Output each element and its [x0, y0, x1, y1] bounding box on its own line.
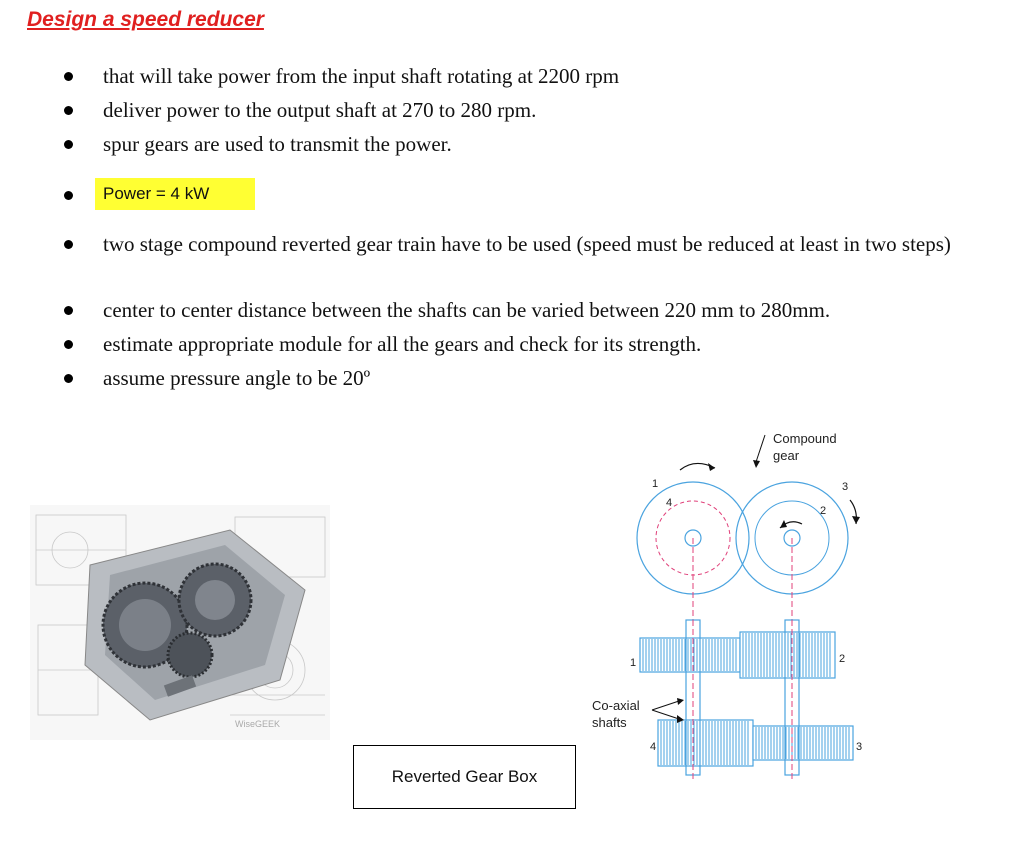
bullet-icon [64, 240, 73, 249]
page-title: Design a speed reducer [27, 8, 264, 31]
bullet-icon [64, 191, 73, 200]
gear-number: 3 [842, 481, 849, 493]
bullet-icon [64, 374, 73, 383]
gear-number: 1 [630, 657, 637, 669]
gear-number: 2 [839, 653, 846, 665]
caption-text: Reverted Gear Box [391, 767, 538, 786]
requirement-text: deliver power to the output shaft at 270 to 280 rpm. [103, 98, 537, 122]
compound-label: Compound [773, 431, 837, 446]
coaxial-label: Co-axial [592, 698, 640, 713]
bullet-icon [64, 106, 73, 115]
gear-number: 3 [856, 741, 863, 753]
power-highlight: Power = 4 kW [95, 178, 255, 210]
requirement-text: estimate appropriate module for all the gears and check for its strength. [103, 332, 702, 356]
caption-box [353, 745, 576, 809]
requirement-text: spur gears are used to transmit the power. [103, 132, 452, 156]
gear-train-diagram [580, 420, 870, 800]
requirement-text: center to center distance between the shafts can be varied between 220 mm to 280mm. [103, 298, 831, 322]
gear-number: 4 [650, 741, 657, 753]
requirement-text: that will take power from the input shaft rotating at 2200 rpm [103, 64, 620, 88]
bullet-icon [64, 306, 73, 315]
gearbox-photo [30, 505, 330, 740]
gear-number: 1 [652, 478, 659, 490]
watermark-text: WiseGEEK [235, 719, 281, 729]
requirement-text: two stage compound reverted gear train have to be used (speed must be reduced at least in two steps) [103, 232, 951, 256]
bullet-icon [64, 140, 73, 149]
coaxial-label-2: shafts [592, 715, 627, 730]
requirement-text: assume pressure angle to be 20º [103, 366, 371, 390]
bullet-icon [64, 72, 73, 81]
bullet-icon [64, 340, 73, 349]
gear-number: 4 [666, 497, 673, 509]
compound-label-2: gear [773, 448, 800, 463]
gear-number: 2 [820, 505, 827, 517]
